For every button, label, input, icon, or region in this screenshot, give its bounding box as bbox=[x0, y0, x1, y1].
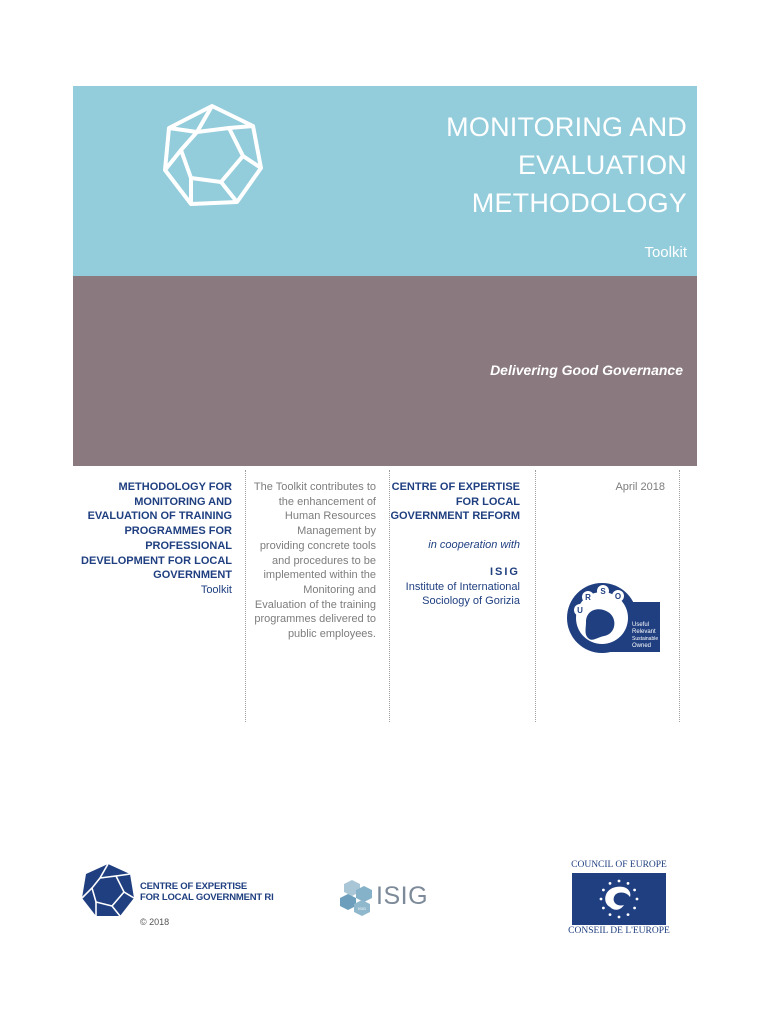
flag-star bbox=[609, 882, 612, 885]
urso-letter-s: S bbox=[600, 587, 606, 596]
methodology-subheading: Toolkit bbox=[200, 583, 232, 596]
description-column bbox=[250, 480, 376, 642]
flag-star bbox=[627, 913, 630, 916]
flag-star bbox=[633, 907, 636, 910]
flag-star bbox=[609, 913, 612, 916]
methodology-heading: METHODOLOGY FOR MONITORING AND EVALUATION OF TRAINING PROGRAMMES FOR PROFESSIONAL DEVELOPMENT FOR LOCAL GOVERNMENT bbox=[81, 481, 232, 582]
isig-mark-label: ISIG bbox=[357, 906, 367, 911]
column-divider bbox=[245, 470, 246, 722]
urso-letter-o: O bbox=[614, 592, 622, 601]
isig-name: Institute of International Sociology of Gorizia bbox=[405, 580, 520, 608]
tagline: Delivering Good Governance bbox=[490, 362, 683, 378]
dodecahedron-icon bbox=[157, 100, 267, 210]
description-text: The Toolkit contributes to the enhancement of Human Resources Management by providing concrete tools and procedures to be implemented within the Monitoring and Evaluation of the training programmes delivered to public employees. bbox=[253, 481, 376, 641]
council-of-europe-flag-icon bbox=[572, 873, 666, 925]
centre-logo-icon bbox=[80, 862, 136, 918]
date-column bbox=[540, 480, 665, 495]
copyright: © 2018 bbox=[140, 917, 170, 927]
urso-line-relevant: Relevant bbox=[632, 629, 656, 635]
urso-letter-r: R bbox=[585, 593, 591, 602]
column-divider bbox=[535, 470, 536, 722]
flag-star bbox=[602, 889, 605, 892]
isig-logo-text: ISIG bbox=[376, 882, 429, 910]
flag-star bbox=[618, 916, 621, 919]
urso-line-sustainable: Sustainable bbox=[632, 636, 659, 642]
isig-abbr: ISIG bbox=[489, 565, 520, 578]
centre-logo-text bbox=[140, 881, 274, 903]
urso-line-owned: Owned bbox=[632, 643, 652, 649]
flag-star bbox=[636, 898, 639, 901]
publication-date: April 2018 bbox=[615, 481, 665, 493]
coe-title-en: COUNCIL OF EUROPE bbox=[571, 860, 667, 870]
flag-star bbox=[602, 907, 605, 910]
flag-star bbox=[633, 889, 636, 892]
methodology-column bbox=[80, 480, 232, 598]
flag-star bbox=[600, 898, 603, 901]
cover-header bbox=[73, 86, 697, 276]
coe-title-fr: CONSEIL DE L'EUROPE bbox=[568, 926, 670, 936]
column-divider bbox=[679, 470, 680, 722]
urso-letter-u: U bbox=[577, 606, 583, 615]
isig-cubes-icon bbox=[338, 876, 378, 916]
centre-name: CENTRE OF EXPERTISE FOR LOCAL GOVERNMENT REFORM bbox=[390, 481, 520, 523]
flag-star bbox=[627, 882, 630, 885]
urso-logo bbox=[566, 582, 662, 654]
centre-logo-line1: CENTRE OF EXPERTISE bbox=[140, 881, 248, 892]
cover-band bbox=[73, 276, 697, 466]
urso-line-useful: Useful bbox=[632, 622, 650, 628]
centre-logo-line2: FOR LOCAL GOVERNMENT RI bbox=[140, 892, 274, 903]
cooperation-text: in cooperation with bbox=[428, 539, 520, 552]
partners-column bbox=[390, 480, 520, 609]
page-subtitle: Toolkit bbox=[644, 244, 687, 261]
page-title: MONITORING AND EVALUATION METHODOLOGY bbox=[446, 112, 687, 218]
flag-star bbox=[618, 880, 621, 883]
